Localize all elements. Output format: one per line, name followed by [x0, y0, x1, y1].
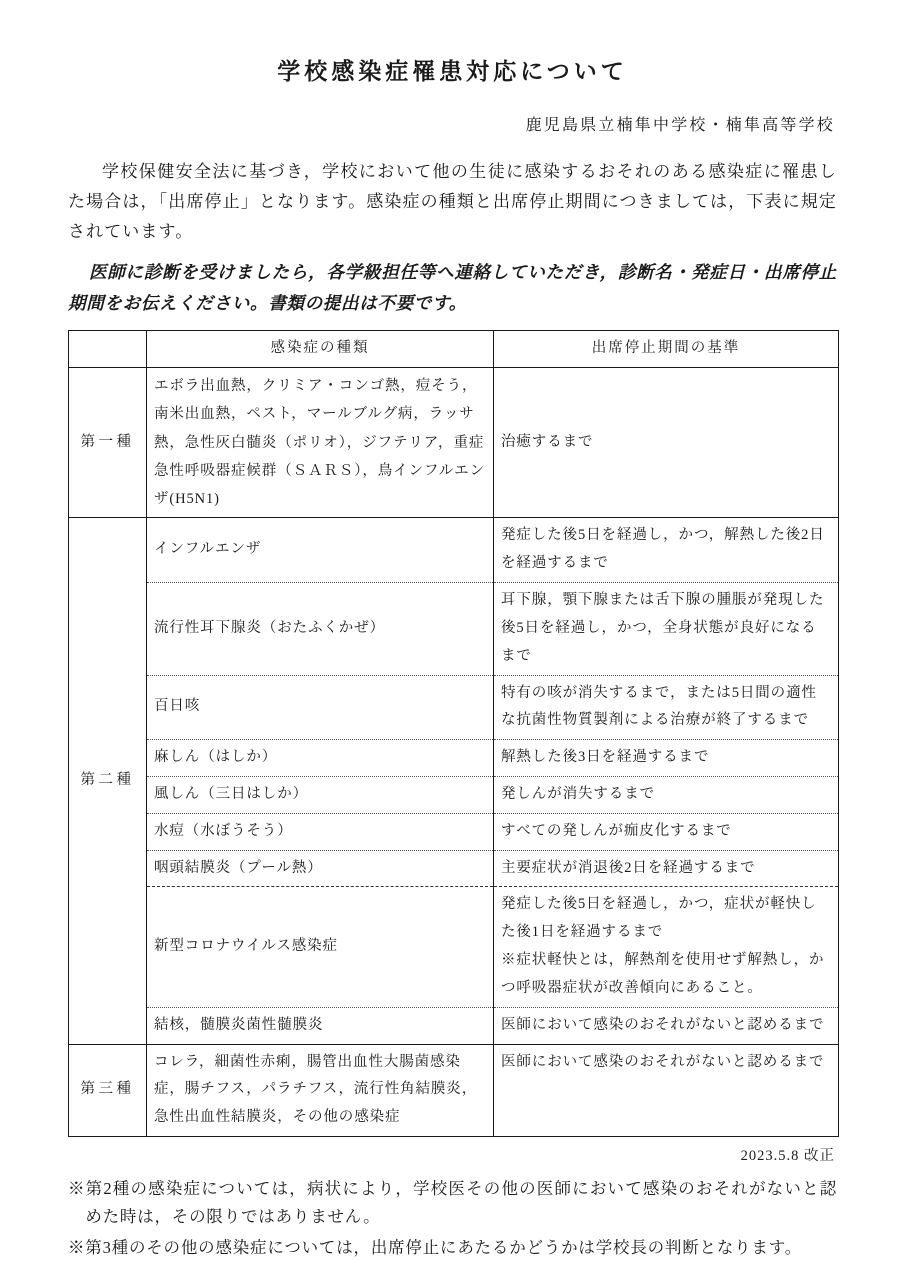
table-row — [69, 850, 839, 887]
table-row — [69, 887, 839, 1007]
disease-standard-2-5: すべての発しんが痂皮化するまで — [494, 813, 839, 850]
disease-standard-2-2: 特有の咳が消失するまで，または5日間の適性な抗菌性物質製剤による治療が終了するまで — [494, 675, 839, 740]
disease-names-2-2: 百日咳 — [147, 675, 494, 740]
category-label-3: 第三種 — [69, 1044, 147, 1136]
disease-standard-2-1: 耳下腺，顎下腺または舌下腺の腫脹が発現した後5日を経過し，かつ，全身状態が良好になるまで — [494, 583, 839, 675]
table-body — [69, 368, 839, 1137]
table-row — [69, 583, 839, 675]
table-row — [69, 518, 839, 583]
table-row — [69, 1044, 839, 1136]
disease-standard-2-7: 発症した後5日を経過し，かつ，症状が軽快した後1日を経過するまで — [501, 896, 817, 941]
disease-standard-cell-2-7 — [494, 887, 839, 1007]
disease-table-wrapper — [68, 318, 837, 1137]
disease-names-2-6: 咽頭結膜炎（プール熱） — [147, 850, 494, 887]
disease-standard-3-0: 医師において感染のおそれがないと認めるまで — [494, 1044, 839, 1136]
disease-standard-1-0: 治癒するまで — [494, 368, 839, 518]
footnotes — [68, 1165, 837, 1262]
disease-names-2-4: 風しん（三日はしか） — [147, 777, 494, 814]
school-name: 鹿児島県立楠隼中学校・楠隼高等学校 — [525, 116, 835, 134]
table-head — [69, 331, 839, 368]
disease-names-2-7: 新型コロナウイルス感染症 — [147, 887, 494, 1007]
disease-names-3-0: コレラ，細菌性赤痢，腸管出血性大腸菌感染症，腸チフス，パラチフス，流行性角結膜炎，急性出血性結膜炎，その他の感染症 — [147, 1044, 494, 1136]
disease-names-2-1: 流行性耳下腺炎（おたふくかぜ） — [147, 583, 494, 675]
disease-standard-2-0: 発症した後5日を経過し，かつ，解熱した後2日を経過するまで — [494, 518, 839, 583]
header-disease-name: 感染症の種類 — [147, 331, 494, 368]
disease-standard-2-8: 医師において感染のおそれがないと認めるまで — [494, 1007, 839, 1044]
table-header-row — [69, 331, 839, 368]
category-label-2: 第二種 — [69, 518, 147, 1044]
table-row — [69, 813, 839, 850]
disease-names-2-8: 結核，髄膜炎菌性髄膜炎 — [147, 1007, 494, 1044]
header-standard: 出席停止期間の基準 — [494, 331, 839, 368]
intro-paragraph: 学校保健安全法に基づき，学校において他の生徒に感染するおそれのある感染症に罹患した場合は，「出席停止」となります。感染症の種類と出席停止期間につきましては，下表に規定されています。 — [68, 161, 837, 242]
header-kind — [69, 331, 147, 368]
table-row — [69, 1007, 839, 1044]
disease-standard-note-2-7: ※症状軽快とは，解熱剤を使用せず解熱し，かつ呼吸器症状が改善傾向にあること。 — [501, 952, 825, 996]
table-row — [69, 777, 839, 814]
table-row — [69, 675, 839, 740]
footnote-2: ※第3種のその他の感染症については，出席停止にあたるかどうかは学校長の判断となります。 — [68, 1237, 802, 1257]
category-label-1: 第一種 — [69, 368, 147, 518]
table-row — [69, 740, 839, 777]
disease-names-2-0: インフルエンザ — [147, 518, 494, 583]
disease-names-2-5: 水痘（水ぼうそう） — [147, 813, 494, 850]
disease-names-1-0: エボラ出血熱，クリミア・コンゴ熱，痘そう，南米出血熱，ペスト，マールブルグ病，ラッサ熱，急性灰白髄炎（ポリオ），ジフテリア，重症急性呼吸器症候群（ＳＡＲＳ），鳥インフルエンザ(H5N1) — [147, 368, 494, 518]
disease-standard-2-4: 発しんが消失するまで — [494, 777, 839, 814]
disease-names-2-3: 麻しん（はしか） — [147, 740, 494, 777]
table-row — [69, 368, 839, 518]
disease-standard-2-6: 主要症状が消退後2日を経過するまで — [494, 850, 839, 887]
footnote-1: ※第2種の感染症については，病状により，学校医その他の医師において感染のおそれがないと認めた時は，その限りではありません。 — [68, 1179, 837, 1227]
revision-date: 2023.5.8 改正 — [740, 1148, 835, 1165]
disease-standard-2-3: 解熱した後3日を経過するまで — [494, 740, 839, 777]
disease-table — [68, 330, 839, 1137]
emphasis-paragraph: 医師に診断を受けましたら，各学級担任等へ連絡していただき，診断名・発症日・出席停止期間をお伝えください。書類の提出は不要です。 — [68, 262, 837, 313]
page-title: 学校感染症罹患対応について — [277, 59, 628, 84]
